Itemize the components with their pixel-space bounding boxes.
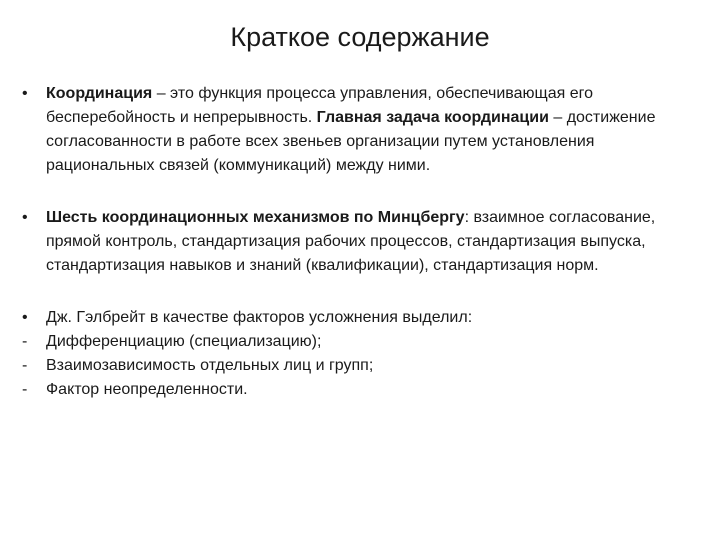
term-mintzberg: Шесть координационных механизмов по Минцбергу xyxy=(46,209,465,226)
dash-text: Дифференциацию (специализацию); xyxy=(46,333,322,350)
bullet-mintzberg xyxy=(22,206,682,278)
term-main-task: Главная задача координации xyxy=(316,109,549,126)
galbraith-text: Дж. Гэлбрейт в качестве факторов усложнения выделил: xyxy=(46,309,473,326)
bullet-marker: • xyxy=(22,309,28,326)
bullet-marker: • xyxy=(22,209,28,226)
slide-content xyxy=(22,82,682,402)
dash-item-interdependence xyxy=(22,354,682,378)
coordination-definition: – это функция процесса управления, обеспечивающая его бесперебойность и непрерывность. xyxy=(46,85,593,126)
bullet-coordination xyxy=(22,82,682,178)
bullet-marker: • xyxy=(22,85,28,102)
term-coordination: Координация xyxy=(46,85,153,102)
dash-item-differentiation xyxy=(22,330,682,354)
dash-text: Взаимозависимость отдельных лиц и групп; xyxy=(46,357,374,374)
bullet-text xyxy=(46,82,682,178)
bullet-galbraith xyxy=(22,306,682,330)
main-task-definition: – достижение согласованности в работе всех звеньев организации путем установления рациональных связей (коммуникаций) между ними. xyxy=(46,109,656,174)
dash-marker: - xyxy=(22,333,28,350)
slide-title: Краткое содержание xyxy=(230,22,490,52)
bullet-text xyxy=(46,206,682,278)
dash-text: Фактор неопределенности. xyxy=(46,381,248,398)
mintzberg-list: : взаимное согласование, прямой контроль, стандартизация рабочих процессов, стандартизация выпуска, стандартизация навыков и знаний (квалификации), стандартизация норм. xyxy=(46,209,656,274)
dash-marker: - xyxy=(22,381,28,398)
dash-marker: - xyxy=(22,357,28,374)
dash-item-uncertainty xyxy=(22,378,682,402)
